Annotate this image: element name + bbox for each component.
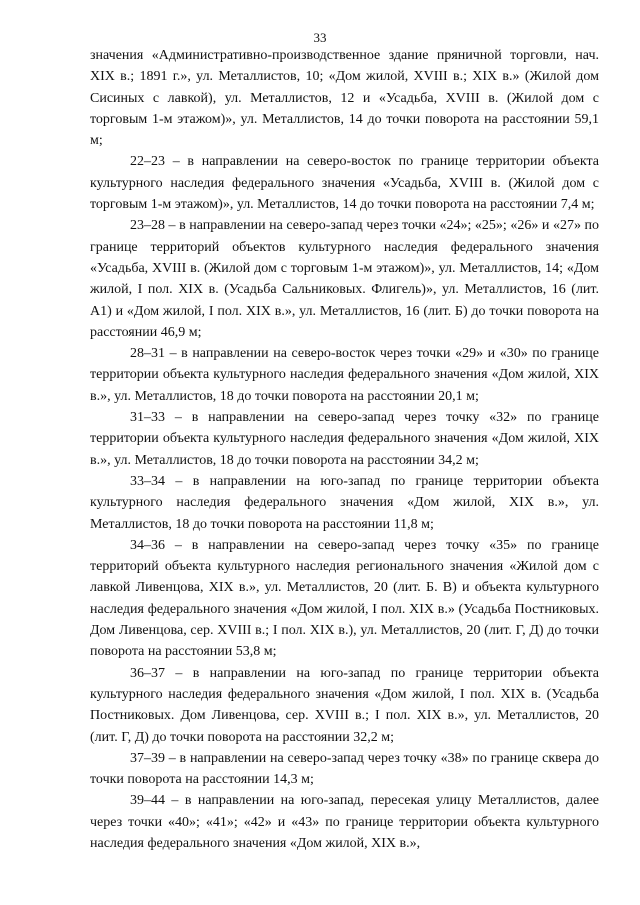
paragraph: 31–33 – в направлении на северо-запад через точку «32» по границе территории объекта культурного наследия федерального значения «Дом жилой, XIX в.», ул. Металлистов, 18 до точки поворота на расстоянии 34,2 м;: [90, 410, 599, 468]
paragraph: значения «Административно-производственное здание пряничной торговли, нач. XIX в.; 1891 г.», ул. Металлистов, 10; «Дом жилой, XVIII в.; XIX в.» (Жилой дом Сисиных с лавкой), ул. Металлистов, 12 и «Усадьба, XVIII в. (Жилой дом с торговым 1-м этажом)», ул. Металлистов, 14 до точки поворота на расстоянии 59,1 м;: [90, 48, 599, 149]
document-body: [90, 45, 599, 854]
paragraph: 28–31 – в направлении на северо-восток через точки «29» и «30» по границе территории объекта культурного наследия федерального значения «Дом жилой, XIX в.», ул. Металлистов, 18 до точки поворота на расстоянии 20,1 м;: [90, 346, 599, 404]
paragraph: 33–34 – в направлении на юго-запад по границе территории объекта культурного наследия федерального значения «Дом жилой, XIX в.», ул. Металлистов, 18 до точки поворота на расстоянии 11,8 м;: [90, 473, 599, 532]
paragraph: 36–37 – в направлении на юго-запад по границе территории объекта культурного наследия федерального значения «Дом жилой, I пол. XIX в. (Усадьба Постниковых. Дом Ливенцова, сер. XVIII в.; I пол. XIX в.», ул. Металлистов, 20 (лит. Г, Д) до точки поворота на расстоянии 32,2 м;: [90, 665, 599, 745]
page-number: 33: [313, 30, 327, 45]
paragraph: 22–23 – в направлении на северо-восток по границе территории объекта культурного наследия федерального значения «Усадьба, XVIII в. (Жилой дом с торговым 1-м этажом)», ул. Металлистов, 14 до точки поворота на расстоянии 7,4 м;: [90, 154, 599, 213]
paragraph: 23–28 – в направлении на северо-запад через точки «24»; «25»; «26» и «27» по границе территорий объектов культурного наследия федерального значения «Усадьба, XVIII в. (Жилой дом с торговым 1-м этажом)», ул. Металлистов, 14; «Дом жилой, I пол. XIX в. (Усадьба Сальниковых. Флигель)», ул. Металлистов, 16 (лит. А1) и «Дом жилой, I пол. XIX в.», ул. Металлистов, 16 (лит. Б) до точки поворота на расстоянии 46,9 м;: [90, 218, 599, 340]
paragraph: 34–36 – в направлении на северо-запад через точку «35» по границе территорий объекта культурного наследия регионального значения «Жилой дом с лавкой Ливенцова, XIX в.», ул. Металлистов, 20 (лит. Б. В) и объекта культурного наследия федерального значения «Дом жилой, I пол. XIX в.» (Усадьба Постниковых. Дом Ливенцова, сер. XVIII в.; I пол. XIX в.), ул. Металлистов, 20 (лит. Г, Д) до точки поворота на расстоянии 53,8 м;: [90, 537, 599, 660]
paragraph: 39–44 – в направлении на юго-запад, пересекая улицу Металлистов, далее через точки «40»; «41»; «42» и «43» по границе территории объекта культурного наследия федерального значения «Дом жилой, XIX в.»,: [90, 793, 599, 851]
paragraph: 37–39 – в направлении на северо-запад через точку «38» по границе сквера до точки поворота на расстоянии 14,3 м;: [90, 750, 599, 788]
